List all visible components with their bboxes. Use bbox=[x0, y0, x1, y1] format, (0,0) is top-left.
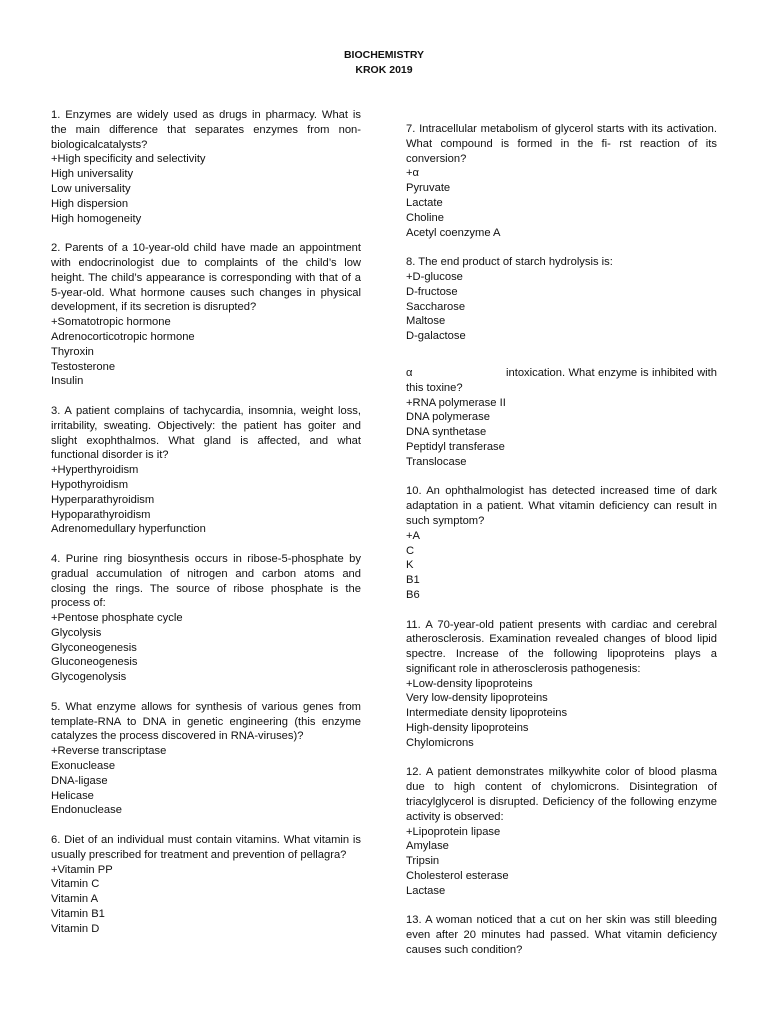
answer-option: DNA polymerase bbox=[406, 411, 490, 424]
right-questions-top bbox=[406, 122, 717, 344]
answer-option: B6 bbox=[406, 588, 420, 601]
answer-option: +Lipoprotein lipase bbox=[406, 825, 501, 838]
answer-option: +High specificity and selectivity bbox=[51, 153, 206, 166]
answer-option: Saccharose bbox=[406, 300, 466, 313]
question-prefix: α bbox=[406, 366, 413, 379]
question-text: intoxication. What enzyme is inhibited with this toxine? bbox=[406, 366, 717, 394]
question-block bbox=[51, 552, 361, 685]
answer-option: +Reverse transcriptase bbox=[51, 745, 167, 758]
answer-option: Exonuclease bbox=[51, 760, 116, 773]
question-block bbox=[406, 255, 717, 344]
answer-option: +α bbox=[406, 167, 420, 180]
answer-option: Intermediate density lipoproteins bbox=[406, 707, 568, 720]
answer-option: Adrenomedullary hyperfunction bbox=[51, 523, 206, 536]
answer-option: +Vitamin PP bbox=[51, 863, 113, 876]
answer-option: Glyconeogenesis bbox=[51, 641, 137, 654]
answer-option: Vitamin D bbox=[51, 922, 100, 935]
answer-option: D-fructose bbox=[406, 285, 458, 298]
answer-option: Insulin bbox=[51, 375, 84, 388]
answer-options bbox=[406, 396, 717, 470]
answer-option: Cholesterol esterase bbox=[406, 870, 509, 883]
question-block bbox=[51, 108, 361, 226]
answer-option: Peptidyl transferase bbox=[406, 440, 505, 453]
question-block bbox=[51, 833, 361, 937]
answer-option: Gluconeogenesis bbox=[51, 656, 138, 669]
answer-option: Lactate bbox=[406, 196, 443, 209]
answer-option: C bbox=[406, 544, 415, 557]
question-stem: 8. The end product of starch hydrolysis is: bbox=[406, 256, 613, 269]
question-block bbox=[406, 122, 717, 240]
question-stem: 10. An ophthalmologist has detected increased time of dark adaptation in a patient. What vitamin deficiency can result in such symptom? bbox=[406, 485, 717, 527]
question-block bbox=[406, 618, 717, 751]
answer-option: D-galactose bbox=[406, 330, 466, 343]
answer-option: K bbox=[406, 559, 414, 572]
question-stem: 6. Diet of an individual must contain vitamins. What vitamin is usually prescribed for treatment and prevention of pellagra? bbox=[51, 834, 361, 861]
document-subtitle: KROK 2019 bbox=[355, 64, 413, 76]
question-9 bbox=[406, 366, 717, 470]
answer-option: +Pentose phosphate cycle bbox=[51, 612, 183, 625]
answer-option: Lactase bbox=[406, 884, 446, 897]
question-stem: 13. A woman noticed that a cut on her skin was still bleeding even after 20 minutes had passed. What vitamin deficiency causes such condition? bbox=[406, 914, 717, 957]
answer-option: DNA-ligase bbox=[51, 774, 108, 787]
question-stem: 4. Purine ring biosynthesis occurs in ribose-5-phosphate by gradual accumulation of nitrogen and carbon atoms and closing the rings. The source of ribose phosphate is the process of: bbox=[51, 552, 361, 610]
question-block bbox=[406, 913, 717, 957]
answer-option: Helicase bbox=[51, 789, 94, 802]
answer-option: B1 bbox=[406, 574, 420, 587]
answer-option: Endonuclease bbox=[51, 804, 122, 817]
document-title: BIOCHEMISTRY bbox=[343, 49, 425, 61]
answer-option: Choline bbox=[406, 211, 444, 224]
question-block bbox=[51, 700, 361, 818]
question-stem bbox=[406, 366, 717, 396]
answer-option: Maltose bbox=[406, 315, 446, 328]
question-stem: 3. A patient complains of tachycardia, insomnia, weight loss, irritability, sweating. Objectively: the patient has goiter and slight exophthalmos. What gland is affected, and what functional disorder is it? bbox=[51, 404, 361, 462]
question-stem: 11. A 70-year-old patient presents with cardiac and cerebral atherosclerosis. Examination revealed changes of blood lipid spectre. Increase of the following lipoproteins plays a significant role in atherosclerosis pathogenesis: bbox=[406, 618, 717, 675]
answer-option: Chylomicrons bbox=[406, 736, 474, 749]
question-block bbox=[406, 484, 717, 602]
question-stem: 7. Intracellular metabolism of glycerol starts with its activation. What compound is formed in the fi- rst reaction of its conversion? bbox=[406, 123, 717, 165]
answer-option: Pyruvate bbox=[406, 182, 451, 195]
question-block bbox=[51, 241, 361, 389]
answer-option: Hyperparathyroidism bbox=[51, 493, 155, 506]
answer-option: High dispersion bbox=[51, 197, 129, 210]
answer-option: Glycolysis bbox=[51, 626, 102, 639]
answer-option: Adrenocorticotropic hormone bbox=[51, 330, 195, 343]
right-questions-bottom bbox=[406, 484, 717, 958]
answer-option: Glycogenolysis bbox=[51, 671, 127, 684]
question-stem: 5. What enzyme allows for synthesis of various genes from template-RNA to DNA in genetic engineering (this enzyme catalyzes the process discovered in RNA-viruses)? bbox=[51, 700, 361, 743]
answer-option: +Hyperthyroidism bbox=[51, 464, 139, 477]
answer-option: Vitamin C bbox=[51, 878, 100, 891]
answer-option: +Somatotropic hormone bbox=[51, 316, 171, 329]
question-block bbox=[51, 404, 361, 537]
answer-option: Thyroxin bbox=[51, 345, 94, 358]
answer-option: Very low-density lipoproteins bbox=[406, 692, 548, 705]
answer-option: Acetyl coenzyme A bbox=[406, 226, 501, 239]
answer-option: High homogeneity bbox=[51, 212, 142, 225]
left-column bbox=[51, 108, 361, 951]
answer-option: High universality bbox=[51, 168, 134, 181]
question-stem: 12. A patient demonstrates milkywhite color of blood plasma due to high content of chylomicrons. Disintegration of triacylglycerol is disrupted. Deficiency of the following enzyme activity is observed: bbox=[406, 766, 717, 823]
answer-option: Vitamin A bbox=[51, 893, 99, 906]
answer-option: +A bbox=[406, 529, 420, 542]
answer-option: DNA synthetase bbox=[406, 426, 487, 439]
answer-option: High-density lipoproteins bbox=[406, 722, 529, 735]
answer-option: +Low-density lipoproteins bbox=[406, 677, 533, 690]
answer-option: Hypothyroidism bbox=[51, 478, 129, 491]
answer-option: Testosterone bbox=[51, 360, 116, 373]
question-stem: 1. Enzymes are widely used as drugs in pharmacy. What is the main difference that separates enzymes from non-biologicalcatalysts? bbox=[51, 109, 361, 151]
document-header bbox=[0, 48, 768, 78]
answer-option: Translocase bbox=[406, 455, 467, 468]
answer-option: Vitamin B1 bbox=[51, 908, 105, 921]
answer-option: +D-glucose bbox=[406, 270, 463, 283]
answer-option: Amylase bbox=[406, 840, 449, 853]
answer-option: Hypoparathyroidism bbox=[51, 508, 151, 521]
answer-option: Low universality bbox=[51, 182, 131, 195]
answer-option: +RNA polymerase II bbox=[406, 396, 506, 409]
answer-option: Tripsin bbox=[406, 855, 440, 868]
question-stem: 2. Parents of a 10-year-old child have made an appointment with endocrinologist due to complaints of the child’s low height. The child’s appearance is corresponding with that of a 5-year-old. What hormone causes such changes in physical development, if its secretion is disrupted? bbox=[51, 242, 361, 314]
right-column bbox=[406, 122, 717, 973]
question-block bbox=[406, 765, 717, 898]
